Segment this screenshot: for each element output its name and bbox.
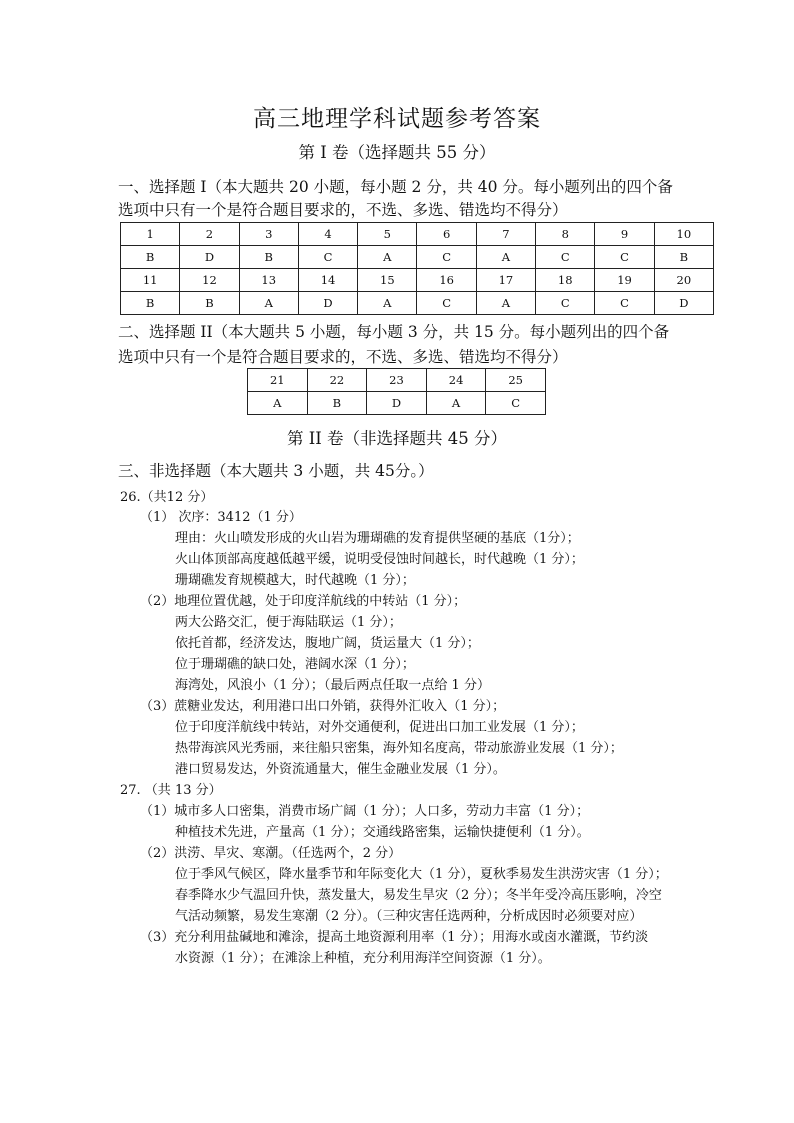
table-cell: A [239,292,298,315]
table-cell: 12 [180,269,239,292]
table-cell: C [417,292,476,315]
table-cell: D [180,246,239,269]
answer-line: 热带海滨风光秀丽，来往船只密集，海外知名度高，带动旅游业发展（1 分）； [175,741,623,756]
answer-line: 位于印度洋航线中转站，对外交通便利，促进出口加工业发展（1 分）； [175,720,584,735]
answer-table-1 [120,222,714,315]
table-cell: D [654,292,713,315]
answer-table-2 [247,368,546,415]
table-cell: A [476,292,535,315]
section2-line1: 二、选择题 II（本大题共 5 小题，每小题 3 分，共 15 分。每小题列出的四个备 [118,323,670,341]
table-cell: A [426,392,486,415]
table-cell: 1 [121,223,180,246]
table-cell: 15 [358,269,417,292]
answer-line: 春季降水少气温回升快，蒸发量大，易发生旱灾（2 分）；冬半年受冷高压影响，冷空 [175,888,662,903]
table-cell: 10 [654,223,713,246]
answer-line: 水资源（1 分）；在滩涂上种植，充分利用海洋空间资源（1 分）。 [175,951,551,966]
table-cell: 18 [536,269,595,292]
table-cell: 7 [476,223,535,246]
answer-line: 海湾处，风浪小（1 分）；（最后两点任取一点给 1 分） [175,678,490,693]
table-cell: 9 [595,223,654,246]
q27-part2: （2）洪涝、旱灾、寒潮。（任选两个，2 分） [140,846,402,861]
table-cell: B [121,246,180,269]
answer-line: 珊瑚礁发育规模越大，时代越晚（1 分）； [175,573,415,588]
table-row [121,269,714,292]
q27-part1: （1）城市多人口密集，消费市场广阔（1 分）；人口多，劳动力丰富（1 分）； [140,804,590,819]
table-cell: A [358,246,417,269]
table-row [248,369,546,392]
table-cell: C [486,392,546,415]
table-cell: D [298,292,357,315]
table-cell: D [367,392,427,415]
answer-line: 理由：火山喷发形成的火山岩为珊瑚礁的发育提供坚硬的基底（1分）； [175,531,580,546]
table-row [248,392,546,415]
table-cell: C [536,292,595,315]
table-cell: 5 [358,223,417,246]
table-cell: 17 [476,269,535,292]
table-cell: C [595,292,654,315]
q27-part3: （3）充分利用盐碱地和滩涂，提高土地资源利用率（1 分）；用海水或卤水灌溉，节约淡 [140,930,649,945]
table-cell: 14 [298,269,357,292]
table-cell: 24 [426,369,486,392]
table-cell: 21 [248,369,308,392]
q26-part3: （3）蔗糖业发达，利用港口出口外销，获得外汇收入（1 分）； [140,699,506,714]
q26-part1: （1） 次序：3412（1 分） [140,510,302,525]
section1-line1: 一、选择题 I（本大题共 20 小题，每小题 2 分，共 40 分。每小题列出的四个备 [118,178,673,196]
table-cell: C [536,246,595,269]
table-cell: A [358,292,417,315]
part1-heading: 第 I 卷（选择题共 55 分） [298,143,496,162]
table-cell: C [595,246,654,269]
section1-line2: 选项中只有一个是符合题目要求的，不选、多选、错选均不得分） [118,201,568,219]
answer-line: 两大公路交汇，便于海陆联运（1 分）； [175,615,402,630]
section3-heading: 三、非选择题（本大题共 3 小题，共 45分。） [118,462,434,480]
table-cell: B [654,246,713,269]
table-cell: 13 [239,269,298,292]
table-cell: 11 [121,269,180,292]
answer-line: 气活动频繁，易发生寒潮（2 分）。（三种灾害任选两种，分析成因时必须要对应） [175,909,643,924]
q26-part2: （2）地理位置优越，处于印度洋航线的中转站（1 分）； [140,594,467,609]
table-cell: 22 [307,369,367,392]
table-cell: 19 [595,269,654,292]
part2-heading: 第 II 卷（非选择题共 45 分） [286,429,507,448]
table-row [121,246,714,269]
table-cell: 6 [417,223,476,246]
answer-line: 火山体顶部高度越低越平缓，说明受侵蚀时间越长，时代越晚（1 分）； [175,552,584,567]
table-cell: 23 [367,369,427,392]
table-cell: A [476,246,535,269]
table-cell: B [121,292,180,315]
answer-line: 港口贸易发达，外资流通量大，催生金融业发展（1 分）。 [175,762,506,777]
table-cell: C [417,246,476,269]
table-cell: B [180,292,239,315]
answer-line: 位于季风气候区，降水量季节和年际变化大（1 分），夏秋季易发生洪涝灾害（1 分）； [175,867,668,882]
table-row [121,223,714,246]
table-cell: C [298,246,357,269]
answer-line: 位于珊瑚礁的缺口处，港阔水深（1 分）； [175,657,415,672]
q26-heading: 26.（共12 分） [120,490,214,505]
table-cell: 25 [486,369,546,392]
answer-line: 种植技术先进，产量高（1 分）；交通线路密集，运输快捷便利（1 分）。 [175,825,590,840]
answer-line: 依托首都，经济发达，腹地广阔，货运量大（1 分）； [175,636,480,651]
table-cell: 4 [298,223,357,246]
table-cell: 3 [239,223,298,246]
table-cell: 8 [536,223,595,246]
page-title: 高三地理学科试题参考答案 [253,106,541,132]
section2-line2: 选项中只有一个是符合题目要求的，不选、多选、错选均不得分） [118,348,568,366]
table-cell: B [239,246,298,269]
table-cell: 20 [654,269,713,292]
table-cell: A [248,392,308,415]
table-row [121,292,714,315]
q27-heading: 27. （共 13 分） [120,783,222,798]
table-cell: 2 [180,223,239,246]
table-cell: 16 [417,269,476,292]
table-cell: B [307,392,367,415]
